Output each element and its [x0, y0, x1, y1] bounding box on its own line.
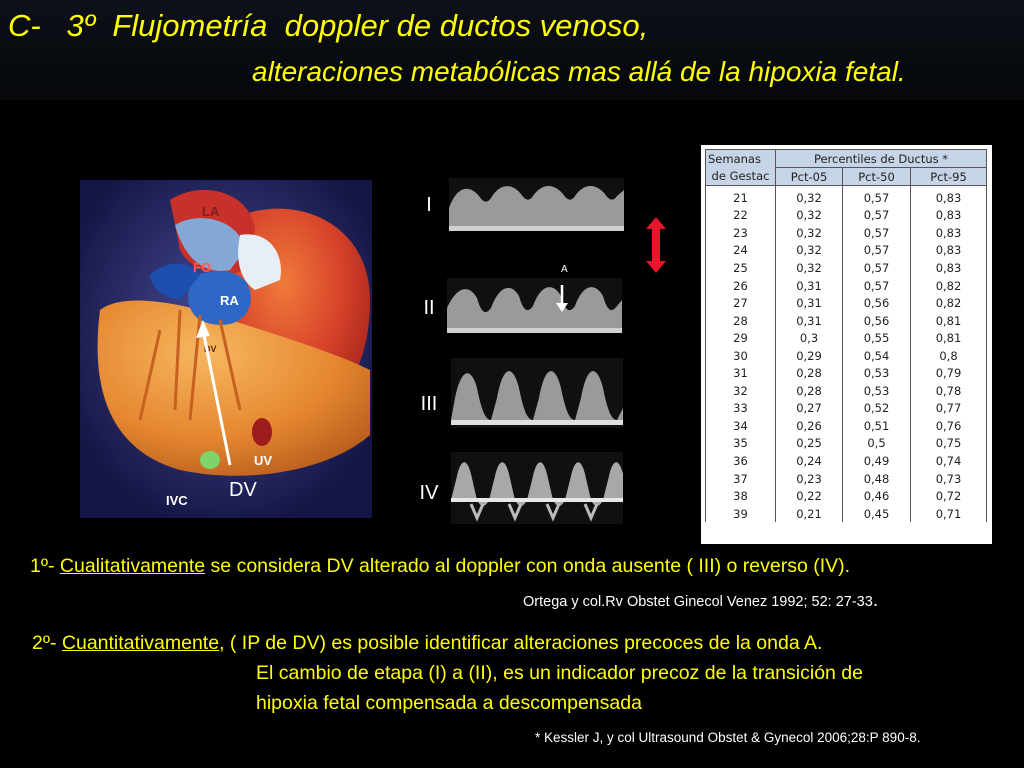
pct95-cell: 0,73: [911, 470, 987, 488]
week-cell: 28: [706, 312, 776, 330]
slide-title: C- 3º Flujometría doppler de ductos venoso,: [8, 8, 649, 43]
pct95-cell: 0,74: [911, 452, 987, 470]
pct05-cell: 0,26: [776, 417, 843, 435]
pct95-cell: 0,82: [911, 277, 987, 295]
p2-rest: , ( IP de DV) es posible identificar alteraciones precoces de la onda A.: [219, 632, 823, 654]
pct05-cell: 0,24: [776, 452, 843, 470]
pct05-cell: 0,31: [776, 312, 843, 330]
pct95-cell: 0,81: [911, 329, 987, 347]
p1-prefix: 1º-: [30, 555, 60, 577]
pct05-cell: 0,32: [776, 207, 843, 225]
pct95-cell: 0,83: [911, 207, 987, 225]
pct50-cell: 0,5: [843, 435, 911, 453]
p1-keyword: Cualitativamente: [59, 555, 206, 577]
week-cell: 26: [706, 277, 776, 295]
pct95-cell: 0,77: [911, 400, 987, 418]
slide-subtitle: alteraciones metabólicas mas allá de la hipoxia fetal.: [252, 56, 906, 87]
pct95-cell: 0,78: [911, 382, 987, 400]
header-weeks-bottom: de Gestac: [706, 168, 776, 186]
pct50-cell: 0,52: [843, 400, 911, 418]
panel-label-iv: IV: [419, 482, 439, 504]
week-cell: 35: [706, 435, 776, 453]
doppler-wave-i: [449, 178, 624, 231]
pct50-cell: 0,57: [843, 207, 911, 225]
pct50-cell: 0,48: [843, 470, 911, 488]
pct50-cell: 0,57: [843, 224, 911, 242]
table-row: [706, 505, 987, 523]
pct95-cell: 0,71: [911, 505, 987, 523]
heart-drawing: [80, 180, 372, 518]
pct05-cell: 0,32: [776, 186, 843, 207]
pct95-cell: 0,76: [911, 417, 987, 435]
pct95-cell: 0,81: [911, 312, 987, 330]
dv-small-label: DV: [204, 344, 217, 354]
title-band: [0, 0, 1024, 100]
doppler-wave-iv: [451, 452, 623, 524]
table-row: [706, 487, 987, 505]
a-wave-label: A: [561, 264, 568, 275]
table-row: [706, 382, 987, 400]
table-row: [706, 364, 987, 382]
pct95-cell: 0,79: [911, 364, 987, 382]
table-row: [706, 242, 987, 260]
ductus-percentile-table: [705, 149, 987, 522]
paragraph-2-line2: El cambio de etapa (I) a (II), es un indicador precoz de la transición de: [256, 662, 863, 684]
pct50-cell: 0,53: [843, 364, 911, 382]
paragraph-2-line3: hipoxia fetal compensada a descompensada: [256, 692, 642, 714]
week-cell: 21: [706, 186, 776, 207]
paragraph-2: [32, 632, 822, 655]
pct50-cell: 0,57: [843, 186, 911, 207]
reference-1-text: Ortega y col.Rv Obstet Ginecol Venez 1992; 52: 27-33: [523, 594, 873, 610]
header-weeks-top: Semanas: [706, 150, 776, 168]
pct95-cell: 0,83: [911, 224, 987, 242]
header-percentiles: Percentiles de Ductus *: [776, 150, 987, 168]
pct50-cell: 0,49: [843, 452, 911, 470]
table-row: [706, 259, 987, 277]
table-row: [706, 417, 987, 435]
reference-1-end: .: [872, 590, 879, 611]
dv-pointer-label: DV: [229, 479, 257, 501]
percentile-table: [701, 145, 992, 544]
pct95-cell: 0,72: [911, 487, 987, 505]
panel-label-i: I: [426, 194, 432, 216]
table-row: [706, 294, 987, 312]
pct05-cell: 0,28: [776, 382, 843, 400]
pct50-cell: 0,57: [843, 242, 911, 260]
pct50-cell: 0,56: [843, 294, 911, 312]
ra-label: RA: [220, 293, 239, 308]
pct95-cell: 0,83: [911, 186, 987, 207]
week-cell: 38: [706, 487, 776, 505]
la-label: LA: [202, 204, 220, 219]
table-row: [706, 277, 987, 295]
week-cell: 36: [706, 452, 776, 470]
pct50-cell: 0,57: [843, 259, 911, 277]
pct05-cell: 0,32: [776, 259, 843, 277]
pct50-cell: 0,45: [843, 505, 911, 523]
pct95-cell: 0,83: [911, 242, 987, 260]
pct05-cell: 0,32: [776, 242, 843, 260]
week-cell: 32: [706, 382, 776, 400]
week-cell: 27: [706, 294, 776, 312]
pct05-cell: 0,28: [776, 364, 843, 382]
table-row: [706, 186, 987, 207]
fetal-heart-illustration: [80, 180, 372, 518]
doppler-wave-iii: [451, 358, 623, 428]
reference-2: * Kessler J, y col Ultrasound Obstet & Gynecol 2006;28:P 890-8.: [535, 730, 921, 745]
pct95-cell: 0,8: [911, 347, 987, 365]
ivc-label: IVC: [166, 493, 188, 508]
reference-1: [523, 590, 878, 612]
table-row: [706, 470, 987, 488]
table-row: [706, 312, 987, 330]
col-pct50: Pct-50: [843, 168, 911, 186]
pct05-cell: 0,29: [776, 347, 843, 365]
table-body: [706, 186, 987, 523]
pct05-cell: 0,25: [776, 435, 843, 453]
pct50-cell: 0,57: [843, 277, 911, 295]
pct05-cell: 0,21: [776, 505, 843, 523]
week-cell: 25: [706, 259, 776, 277]
week-cell: 39: [706, 505, 776, 523]
pct50-cell: 0,51: [843, 417, 911, 435]
uv-label: UV: [254, 453, 273, 468]
week-cell: 24: [706, 242, 776, 260]
week-cell: 31: [706, 364, 776, 382]
col-pct05: Pct-05: [776, 168, 843, 186]
pct05-cell: 0,3: [776, 329, 843, 347]
week-cell: 22: [706, 207, 776, 225]
table-row: [706, 347, 987, 365]
pct05-cell: 0,27: [776, 400, 843, 418]
p1-rest: se considera DV alterado al doppler con onda ausente ( III) o reverso (IV).: [205, 555, 851, 577]
pct50-cell: 0,56: [843, 312, 911, 330]
pct05-cell: 0,31: [776, 277, 843, 295]
pct50-cell: 0,53: [843, 382, 911, 400]
table-row: [706, 329, 987, 347]
pct05-cell: 0,22: [776, 487, 843, 505]
week-cell: 23: [706, 224, 776, 242]
pct50-cell: 0,46: [843, 487, 911, 505]
red-double-arrow: [645, 217, 667, 273]
table-row: [706, 207, 987, 225]
panel-label-ii: II: [423, 297, 435, 319]
pct05-cell: 0,31: [776, 294, 843, 312]
col-pct95: Pct-95: [911, 168, 987, 186]
pct05-cell: 0,23: [776, 470, 843, 488]
paragraph-1: [30, 555, 850, 578]
pct95-cell: 0,82: [911, 294, 987, 312]
pct05-cell: 0,32: [776, 224, 843, 242]
p2-keyword: Cuantitativamente: [61, 632, 220, 654]
table-row: [706, 224, 987, 242]
panel-label-iii: III: [420, 393, 438, 415]
pct50-cell: 0,55: [843, 329, 911, 347]
week-cell: 37: [706, 470, 776, 488]
week-cell: 30: [706, 347, 776, 365]
pct50-cell: 0,54: [843, 347, 911, 365]
week-cell: 34: [706, 417, 776, 435]
pct95-cell: 0,83: [911, 259, 987, 277]
fo-label: FO: [193, 260, 212, 275]
week-cell: 29: [706, 329, 776, 347]
table-row: [706, 400, 987, 418]
week-cell: 33: [706, 400, 776, 418]
table-row: [706, 452, 987, 470]
pct95-cell: 0,75: [911, 435, 987, 453]
table-row: [706, 435, 987, 453]
doppler-wave-ii: [447, 278, 622, 333]
p2-prefix: 2º-: [32, 632, 62, 654]
a-wave-arrow: [555, 285, 569, 313]
